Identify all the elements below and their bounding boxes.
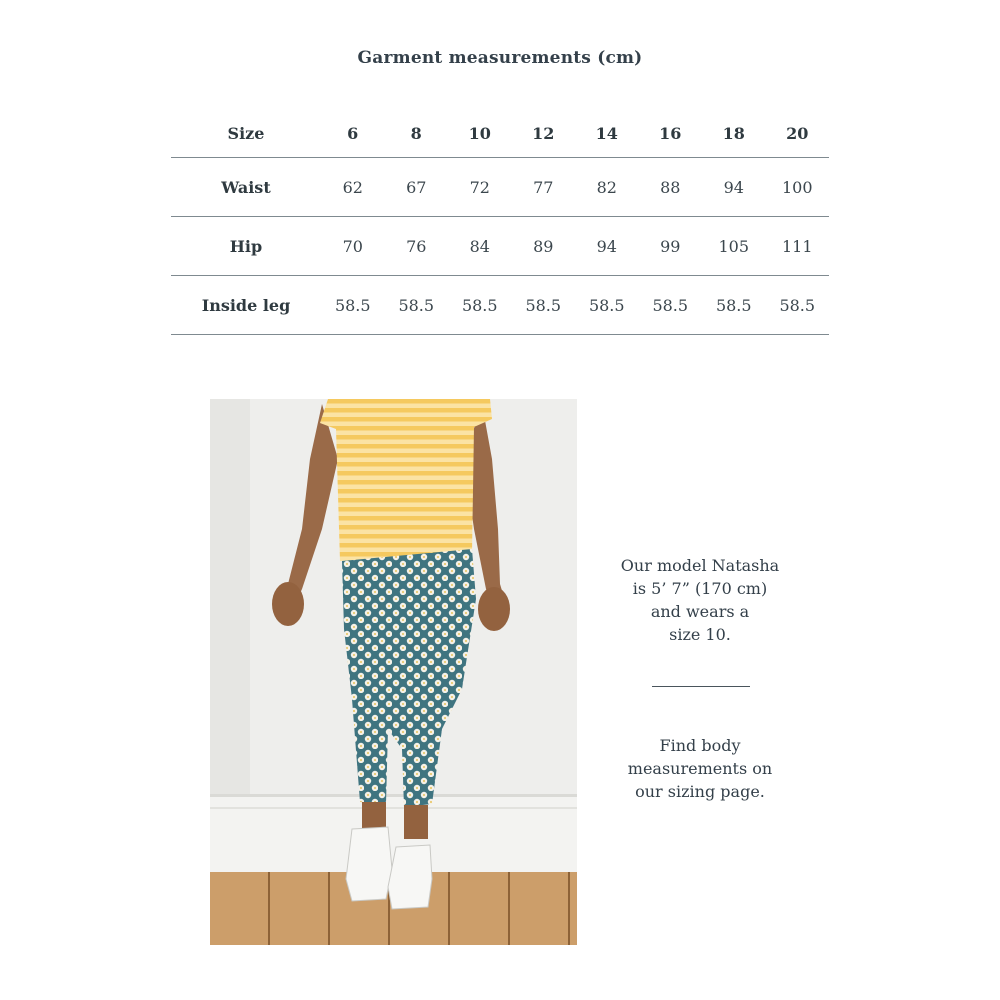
- table-cell: 58.5: [448, 276, 512, 335]
- table-cell: 88: [639, 158, 703, 217]
- row-label: Inside leg: [171, 276, 321, 335]
- table-cell: 105: [702, 217, 766, 276]
- table-cell: 77: [512, 158, 576, 217]
- size-header: 10: [468, 124, 491, 143]
- table-cell: 84: [448, 217, 512, 276]
- size-header: 20: [786, 124, 809, 143]
- row-label: Waist: [171, 158, 321, 217]
- sizing-note-line: measurements on: [627, 759, 773, 778]
- table-row-inside-leg: [171, 276, 829, 335]
- table-row-waist: [171, 158, 829, 217]
- table-row-hip: [171, 217, 829, 276]
- measurements-table: [171, 110, 829, 335]
- model-photo: [210, 399, 577, 945]
- table-cell: 94: [702, 158, 766, 217]
- sizing-note-line: our sizing page.: [635, 782, 765, 801]
- table-cell: 111: [766, 217, 830, 276]
- model-note-line: size 10.: [669, 625, 731, 644]
- table-cell: 67: [385, 158, 449, 217]
- table-cell: 58.5: [321, 276, 385, 335]
- table-cell: 58.5: [702, 276, 766, 335]
- table-cell: 89: [512, 217, 576, 276]
- header-label: Size: [227, 124, 265, 143]
- table-cell: 62: [321, 158, 385, 217]
- model-note: [590, 554, 810, 646]
- model-note-line: Our model Natasha: [620, 556, 780, 575]
- size-header: 6: [347, 124, 359, 143]
- table-cell: 58.5: [385, 276, 449, 335]
- size-header: 14: [595, 124, 618, 143]
- model-note-line: is 5’ 7” (170 cm): [632, 579, 768, 598]
- sizing-note: [590, 734, 810, 803]
- table-cell: 58.5: [766, 276, 830, 335]
- divider: [652, 686, 750, 687]
- table-cell: 76: [385, 217, 449, 276]
- table-cell: 94: [575, 217, 639, 276]
- size-header: 16: [659, 124, 682, 143]
- table-cell: 72: [448, 158, 512, 217]
- table-header-row: [171, 110, 829, 158]
- table-cell: 100: [766, 158, 830, 217]
- size-header: 8: [410, 124, 422, 143]
- size-header: 18: [722, 124, 745, 143]
- table-cell: 58.5: [512, 276, 576, 335]
- page-title: Garment measurements (cm): [357, 48, 643, 68]
- table-cell: 70: [321, 217, 385, 276]
- table-cell: 58.5: [639, 276, 703, 335]
- table-cell: 58.5: [575, 276, 639, 335]
- table-cell: 82: [575, 158, 639, 217]
- model-note-line: and wears a: [650, 602, 750, 621]
- size-header: 12: [532, 124, 555, 143]
- row-label: Hip: [171, 217, 321, 276]
- sizing-note-line: Find body: [659, 736, 741, 755]
- table-cell: 99: [639, 217, 703, 276]
